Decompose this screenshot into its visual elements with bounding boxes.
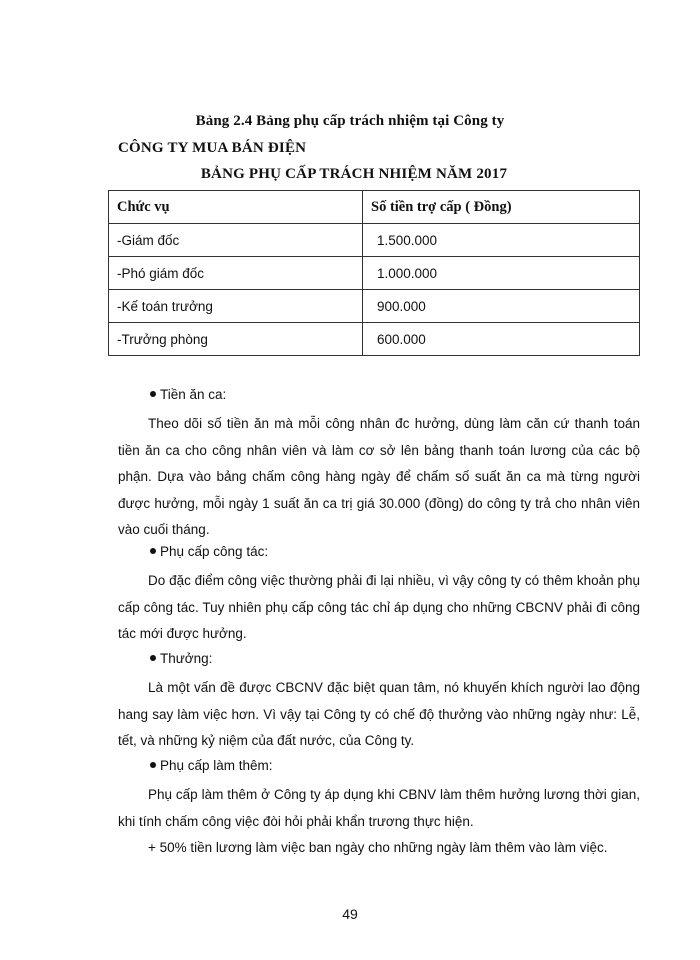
bullet-icon (150, 548, 156, 554)
bullet-icon (150, 655, 156, 661)
cell-amount: 600.000 (363, 323, 640, 356)
section-paragraph-business-allowance (118, 568, 640, 648)
section-heading-meal-allowance (150, 387, 226, 402)
cell-position: -Kế toán trưởng (109, 290, 363, 323)
company-name: CÔNG TY MUA BÁN ĐIỆN (118, 140, 307, 156)
paragraph-text: Theo dõi số tiền ăn mà mỗi công nhân đc hưởng, dùng làm căn cứ thanh toán tiền ăn ca cho công nhân viên và làm cơ sở lên bảng thanh toán lương của các bộ phận. Dựa vào bảng chấm công hàng ngày để chấm số suất ăn ca mà từng người được hưởng, mỗi ngày 1 suất ăn ca trị giá 30.000 (đồng) do công ty trả cho nhân viên vào cuối tháng. (118, 416, 640, 537)
table-row (109, 224, 640, 257)
table-row (109, 290, 640, 323)
cell-position: -Giám đốc (109, 224, 363, 257)
cell-position: -Phó giám đốc (109, 257, 363, 290)
section-heading-text: Phụ cấp làm thêm: (160, 758, 273, 773)
section-heading-text: Phụ cấp công tác: (160, 544, 269, 559)
paragraph-text: Là một vấn đề được CBCNV đặc biệt quan tâm, nó khuyến khích người lao động hang say làm việc hơn. Vì vậy tại Công ty có chế độ thưởng vào những ngày như: Lễ, tết, và những kỷ niệm của đất nước, của Công ty. (118, 680, 640, 748)
bullet-icon (150, 391, 156, 397)
paragraph-extra-text: + 50% tiền lương làm việc ban ngày cho những ngày làm thêm vào làm việc. (148, 840, 608, 855)
cell-position: -Trưởng phòng (109, 323, 363, 356)
cell-amount: 1.500.000 (363, 224, 640, 257)
section-paragraph-overtime-allowance (118, 782, 640, 862)
section-paragraph-meal-allowance (118, 411, 640, 544)
header-amount: Số tiền trợ cấp ( Đồng) (363, 191, 640, 224)
cell-amount: 900.000 (363, 290, 640, 323)
table-caption: Bảng 2.4 Bảng phụ cấp trách nhiệm tại Công ty (195, 113, 505, 129)
section-heading-text: Thưởng: (160, 651, 213, 666)
section-heading-overtime-allowance (150, 758, 273, 773)
allowance-table (108, 190, 640, 356)
cell-amount: 1.000.000 (363, 257, 640, 290)
header-position: Chức vụ (109, 191, 363, 224)
section-heading-bonus (150, 651, 212, 666)
table-header-row (109, 191, 640, 224)
paragraph-text: Do đặc điểm công việc thường phải đi lại nhiều, vì vậy công ty có thêm khoản phụ cấp công tác. Tuy nhiên phụ cấp công tác chỉ áp dụng cho những CBCNV phải đi công tác mới được hưởng. (118, 573, 640, 641)
table-row (109, 257, 640, 290)
section-paragraph-bonus (118, 675, 640, 755)
page-number: 49 (342, 906, 358, 922)
table-title: BẢNG PHỤ CẤP TRÁCH NHIỆM NĂM 2017 (200, 166, 508, 182)
section-heading-text: Tiền ăn ca: (160, 387, 227, 402)
section-heading-business-allowance (150, 544, 268, 559)
paragraph-text: Phụ cấp làm thêm ở Công ty áp dụng khi CBNV làm thêm hưởng lương thời gian, khi tính chấm công việc đòi hỏi phải khẩn trương thực hiện. (118, 787, 640, 829)
bullet-icon (150, 762, 156, 768)
table-row (109, 323, 640, 356)
